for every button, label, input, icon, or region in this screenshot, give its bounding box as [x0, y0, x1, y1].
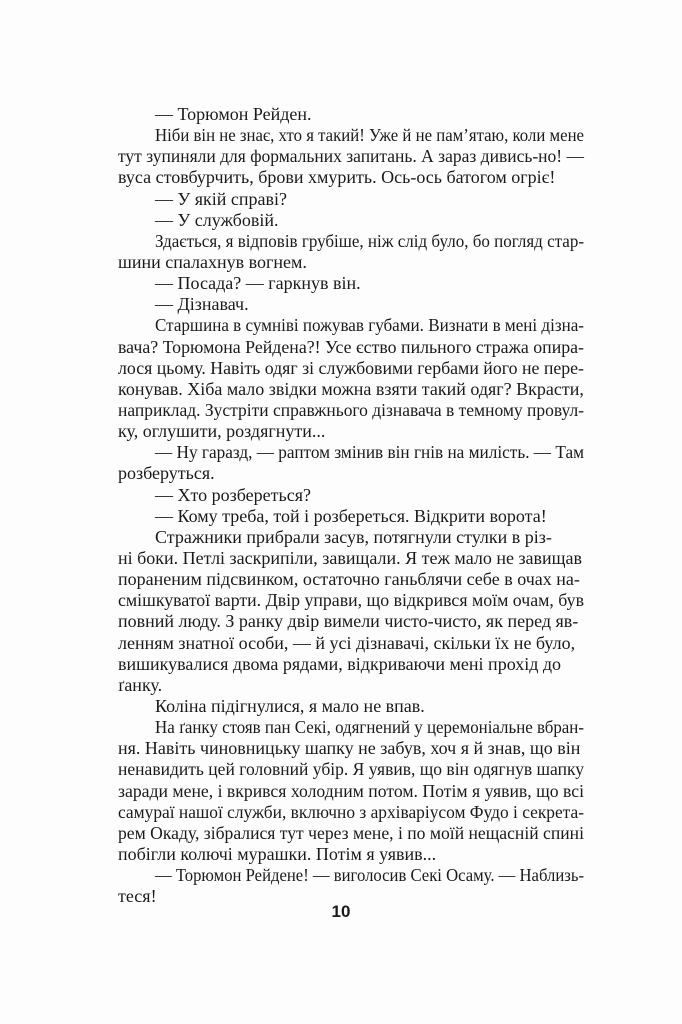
text-line: Коліна підігнулися, я мало не впав. — [155, 695, 425, 716]
text-line: рем Окаду, зібралися тут через мене, і по моїй нещасній спині — [118, 822, 584, 843]
text-line: заради мене, і вкрився холодним потом. Потім я уявив, що всі — [118, 780, 584, 801]
text-line: Стражники прибрали засув, потягнули стулки в різ- — [155, 526, 552, 547]
text-line: самураї нашої служби, включно з архіваріусом Фудо і секрета- — [118, 801, 584, 822]
text-line: — Торюмон Рейдене! — виголосив Секі Осаму. — Наблизь- — [155, 865, 584, 886]
text-line: вишикувалися двома рядами, відкриваючи мені прохід до — [118, 653, 562, 674]
text-line: — Дізнавач. — [155, 294, 249, 315]
text-line: повний люду. З ранку двір вимели чисто-чисто, як перед яв- — [118, 611, 579, 632]
text-line: — Посада? — гаркнув він. — [155, 273, 361, 294]
text-line: На ґанку стояв пан Секі, одягнений у церемоніальне вбран- — [155, 717, 584, 738]
text-line: побігли колючі мурашки. Потім я уявив... — [118, 843, 437, 864]
text-line: ненавидить цей головний убір. Я уявив, що він одягнув шапку — [118, 759, 584, 780]
text-line: конував. Хіба мало звідки можна взяти такий одяг? Вкрасти, — [118, 378, 584, 399]
text-line: ку, оглушити, роздягнути... — [118, 421, 326, 442]
text-line: ня. Навіть чиновницьку шапку не забув, хоч я й знав, що він — [118, 738, 581, 759]
text-line: шини спалахнув вогнем. — [118, 251, 307, 272]
page-number: 10 — [331, 902, 351, 921]
text-line: — У службовій. — [155, 209, 279, 230]
text-line: — Хто розбереться? — [155, 484, 311, 505]
text-line: Здається, я відповів грубіше, ніж слід було, бо погляд стар- — [155, 230, 584, 251]
text-line: смішкуватої варти. Двір управи, що відкрився моїм очам, був — [118, 590, 584, 611]
text-line: розберуться. — [118, 463, 215, 484]
text-line: — Ну гаразд, — раптом змінив він гнів на милість. — Там — [155, 442, 584, 463]
body-text — [118, 104, 584, 907]
text-line: лося цьому. Навіть одяг зі службовими гербами його не пере- — [118, 357, 584, 378]
text-line: ґанку. — [118, 674, 163, 695]
text-line: — У якій справі? — [155, 188, 288, 209]
text-line: Старшина в сумніві пожував губами. Визнати в мені дізна- — [155, 315, 584, 336]
text-line: — Торюмон Рейден. — [155, 104, 312, 124]
text-line: тут зупиняли для формальних запитань. А зараз дивись-но! — — [118, 146, 584, 167]
text-line: — Кому треба, той і розбереться. Відкрити ворота! — [155, 505, 547, 526]
text-line: ленням знатної особи, — й усі дізнавачі, скільки їх не було, — [118, 632, 576, 653]
text-line: вача? Торюмона Рейдена?! Усе єство пильного стража опира- — [118, 336, 584, 357]
text-line: наприклад. Зустріти справжнього дізнавача в темному провул- — [118, 399, 584, 420]
text-line: Ніби він не знає, хто я такий! Уже й не пам’ятаю, коли мене — [155, 125, 584, 146]
text-line: ні боки. Петлі заскрипіли, завищали. Я теж мало не завищав — [118, 547, 583, 568]
text-line: вуса стовбурчить, брови хмурить. Ось-ось батогом огріє! — [118, 167, 556, 188]
text-line: пораненим підсвинком, остаточно ганьблячи себе в очах на- — [118, 569, 580, 590]
text-line: теся! — [118, 886, 157, 907]
